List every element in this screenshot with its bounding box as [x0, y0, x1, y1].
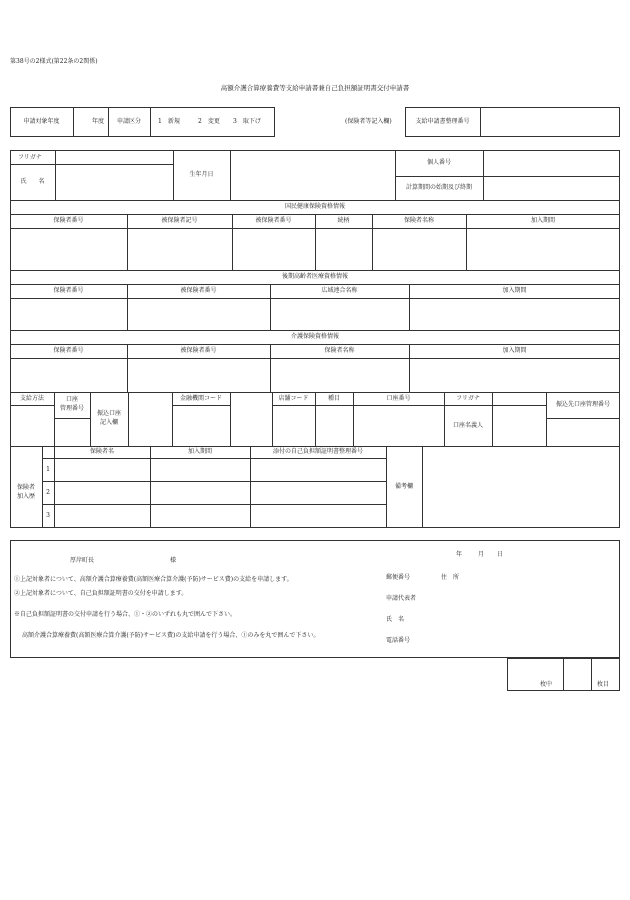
request-note-1: ※自己負担額証明書の交付申請を行う場合、①・②のいずれも丸で囲んで下さい。: [14, 611, 237, 618]
care-col-insured-no: 被保険者番号: [180, 347, 217, 354]
history-row-number: 3: [46, 512, 50, 519]
app-type-option-new[interactable]: 1 新規: [158, 118, 180, 125]
insurer-note: (保険者等記入欄): [345, 118, 392, 125]
app-type-option-withdraw[interactable]: 3 取下げ: [233, 118, 261, 125]
transfer-entry-label: 記入欄: [99, 419, 118, 426]
nhi-col-period: 加入期間: [530, 217, 555, 224]
branch-code-field[interactable]: [273, 406, 314, 445]
personal-number-field[interactable]: [484, 151, 619, 175]
account-holder-label: 口座名義人: [452, 421, 483, 429]
account-type-field[interactable]: [316, 406, 352, 445]
total-pages-label: 枚中: [540, 681, 553, 688]
nhi-col-insurer-name: 保険者名称: [403, 217, 434, 224]
elderly-col-union-name: 広域連合名称: [321, 287, 358, 294]
care-col-insurer-no: 保険者番号: [53, 347, 84, 354]
history-col-period: 加入期間: [187, 448, 212, 455]
elderly-col-period: 加入期間: [502, 287, 527, 294]
dob-field[interactable]: [231, 151, 394, 199]
target-year-field[interactable]: 年度: [91, 118, 104, 125]
town-mayor: 厚岸町長: [70, 557, 95, 564]
name-field[interactable]: [56, 165, 172, 199]
page-number-label: 枚目: [597, 681, 610, 688]
history-label-2: 加入歴: [16, 493, 35, 500]
request-note-2: 高額介護合算療養費(高額医療合算介護(予防)サービス費)の支給申請を行う場合、①のみを丸で囲んで下さい。: [22, 632, 320, 639]
remarks-label: 備考欄: [394, 483, 413, 490]
history-row-number: 1: [46, 465, 50, 473]
applicant-name-label: 氏 名: [386, 616, 405, 623]
nhi-col-insurer-no: 保険者番号: [53, 217, 84, 224]
phone-label: 電話番号: [386, 637, 411, 644]
nhi-col-insured-no: 被保険者番号: [255, 217, 292, 224]
account-holder-field[interactable]: [493, 406, 545, 445]
nhi-col-relationship: 続柄: [337, 217, 350, 224]
elderly-col-insured-no: 被保険者番号: [180, 287, 217, 294]
account-label: 口座: [65, 396, 78, 403]
payment-method-label: 支給方法: [19, 394, 44, 402]
care-col-period: 加入期間: [502, 347, 527, 354]
postal-code-label: 郵便番号: [386, 574, 411, 581]
calc-period-label: 計算期間の始期及び終期: [405, 184, 472, 191]
dob-label: 生年月日: [189, 171, 214, 178]
address-label: 住 所: [441, 574, 460, 581]
ref-number-label: 支給申請書整理番号: [415, 118, 470, 125]
request-declaration-box: [10, 540, 620, 658]
care-col-insurer-name: 保険者名称: [324, 347, 355, 354]
elderly-section-title: 後期高齢者医療資格情報: [281, 273, 348, 280]
name-label: 氏 名: [20, 178, 45, 185]
dest-account-mgmt-label: 振込先口座管理番号: [555, 401, 610, 408]
furigana-label: フリガナ: [18, 154, 42, 161]
payment-method-field[interactable]: [11, 406, 53, 445]
dest-account-mgmt-field[interactable]: [547, 419, 619, 445]
branch-code-label: 店舗コード: [278, 394, 309, 402]
ref-number-field[interactable]: [481, 108, 619, 136]
target-year-label: 申請対象年度: [23, 118, 60, 125]
bank-code-label: 金融機関コード: [179, 394, 222, 402]
nhi-section-title: 国民健康保険資格情報: [284, 203, 345, 210]
account-type-label: 種目: [327, 394, 340, 402]
history-col-insurer-name: 保険者名: [89, 448, 114, 455]
request-option-1[interactable]: ①上記対象者について、高額介護合算療養費(高額医療合算介護(予防)サービス費)の支給を申請します。: [14, 576, 293, 583]
history-col-cert-number: 添付の自己負担額証明書整理番号: [272, 448, 363, 455]
date-year[interactable]: 年: [456, 551, 463, 558]
history-row-number: 2: [46, 488, 50, 496]
account-mgmt-label: 管理番号: [59, 405, 84, 412]
account-number-field[interactable]: [354, 406, 443, 445]
account-mgmt-field[interactable]: [55, 419, 89, 445]
form-number: 第38号の2様式(第22条の2関係): [10, 58, 98, 65]
bank-code-field[interactable]: [173, 406, 229, 445]
date-month[interactable]: 月: [478, 551, 485, 558]
account-number-label: 口座番号: [386, 394, 411, 402]
transfer-account-label: 振込口座: [96, 410, 121, 417]
form-title: 高額介護合算療養費等支給申請書兼自己負担額証明書交付申請書: [220, 84, 410, 92]
furigana-field[interactable]: [56, 151, 172, 163]
history-label-1: 保険者: [16, 484, 35, 491]
care-section-title: 介護保険資格情報: [290, 333, 339, 340]
app-type-option-change[interactable]: 2 変更: [198, 118, 220, 125]
representative-label: 申請代表者: [386, 595, 417, 602]
personal-number-label: 個人番号: [426, 159, 451, 166]
holder-furigana-label: フリガナ: [456, 394, 480, 402]
app-type-label: 申請区分: [116, 118, 141, 125]
date-day[interactable]: 日: [497, 551, 504, 558]
nhi-col-insured-symbol: 被保険者記号: [161, 217, 198, 224]
calc-period-field[interactable]: [484, 177, 619, 199]
elderly-col-insurer-no: 保険者番号: [53, 287, 84, 294]
request-option-2[interactable]: ②上記対象者について、自己負担額証明書の交付を申請します。: [14, 590, 188, 597]
honorific: 様: [170, 557, 177, 564]
remarks-field[interactable]: [423, 447, 619, 527]
